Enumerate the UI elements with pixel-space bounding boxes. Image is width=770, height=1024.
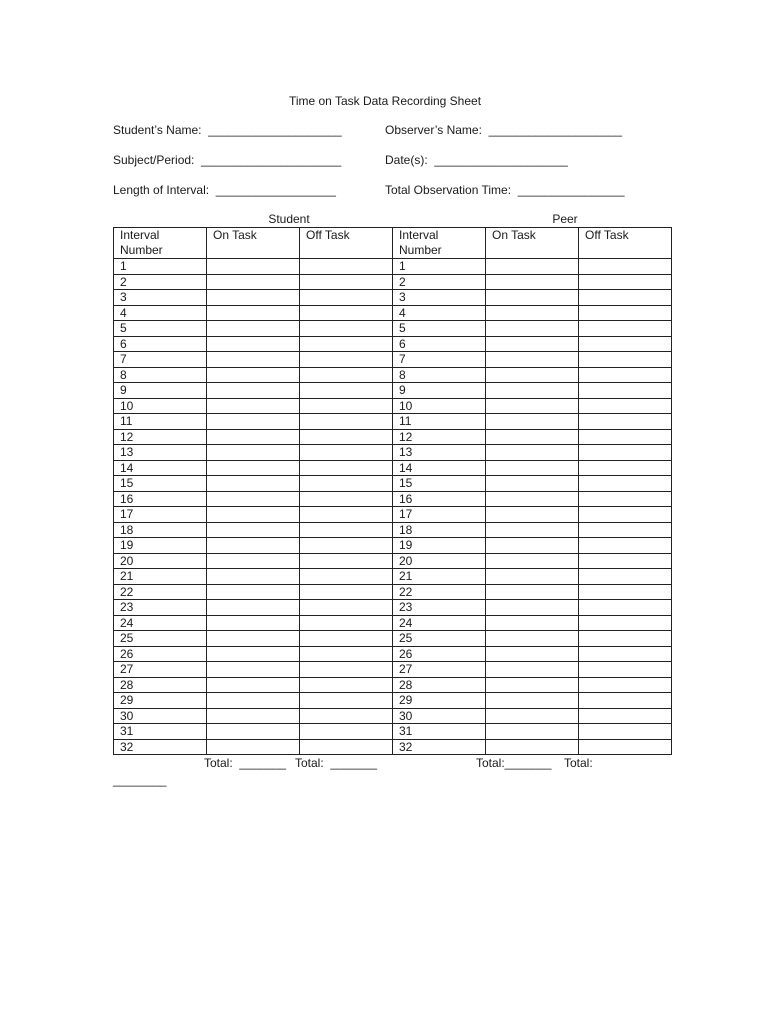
student-on-task-cell[interactable] xyxy=(207,259,300,275)
peer-off-task-cell[interactable] xyxy=(579,305,672,321)
peer-on-task-cell[interactable] xyxy=(486,274,579,290)
student-interval-number: 2 xyxy=(114,274,207,290)
peer-interval-number: 30 xyxy=(393,708,486,724)
peer-off-task-cell[interactable] xyxy=(579,538,672,554)
table-row xyxy=(114,383,672,399)
student-off-task-cell[interactable] xyxy=(300,445,393,461)
student-interval-number: 12 xyxy=(114,429,207,445)
student-on-task-cell[interactable] xyxy=(207,569,300,585)
total-observation-time-field[interactable]: Total Observation Time: ________________ xyxy=(385,183,625,197)
student-off-task-cell[interactable] xyxy=(300,305,393,321)
peer-on-task-cell[interactable] xyxy=(486,321,579,337)
student-interval-number: 29 xyxy=(114,693,207,709)
student-on-task-cell[interactable] xyxy=(207,646,300,662)
table-row xyxy=(114,631,672,647)
peer-off-task-cell[interactable] xyxy=(579,445,672,461)
peer-on-task-cell[interactable] xyxy=(486,631,579,647)
student-off-task-cell[interactable] xyxy=(300,708,393,724)
peer-on-task-cell[interactable] xyxy=(486,662,579,678)
recording-table xyxy=(113,227,672,755)
table-row xyxy=(114,553,672,569)
student-off-task-cell[interactable] xyxy=(300,491,393,507)
student-off-task-cell[interactable] xyxy=(300,569,393,585)
student-on-task-cell[interactable] xyxy=(207,662,300,678)
student-interval-number: 24 xyxy=(114,615,207,631)
peer-interval-number: 3 xyxy=(393,290,486,306)
student-interval-number: 13 xyxy=(114,445,207,461)
header-on-task: On Task xyxy=(207,228,300,259)
peer-off-task-cell[interactable] xyxy=(579,739,672,755)
table-row xyxy=(114,290,672,306)
peer-off-task-cell[interactable] xyxy=(579,724,672,740)
table-row xyxy=(114,724,672,740)
table-row xyxy=(114,677,672,693)
student-off-task-cell[interactable] xyxy=(300,724,393,740)
student-interval-number: 1 xyxy=(114,259,207,275)
peer-on-task-cell[interactable] xyxy=(486,414,579,430)
peer-interval-number: 29 xyxy=(393,693,486,709)
peer-off-task-cell[interactable] xyxy=(579,522,672,538)
peer-on-task-cell[interactable] xyxy=(486,646,579,662)
table-row xyxy=(114,491,672,507)
header-off-task: Off Task xyxy=(579,228,672,259)
student-interval-number: 19 xyxy=(114,538,207,554)
peer-off-task-cell[interactable] xyxy=(579,367,672,383)
table-row xyxy=(114,522,672,538)
subject-period-field[interactable]: Subject/Period: _____________________ xyxy=(113,153,342,167)
peer-on-task-cell[interactable] xyxy=(486,476,579,492)
peer-off-task-cell[interactable] xyxy=(579,336,672,352)
peer-interval-number: 19 xyxy=(393,538,486,554)
peer-interval-number: 16 xyxy=(393,491,486,507)
student-interval-number: 11 xyxy=(114,414,207,430)
student-off-task-cell[interactable] xyxy=(300,538,393,554)
peer-off-task-cell[interactable] xyxy=(579,290,672,306)
peer-on-task-cell[interactable] xyxy=(486,584,579,600)
peer-interval-number: 10 xyxy=(393,398,486,414)
student-on-task-cell[interactable] xyxy=(207,615,300,631)
student-off-task-cell[interactable] xyxy=(300,522,393,538)
header-on-task: On Task xyxy=(486,228,579,259)
table-row xyxy=(114,445,672,461)
table-row xyxy=(114,460,672,476)
peer-interval-number: 14 xyxy=(393,460,486,476)
peer-on-task-cell[interactable] xyxy=(486,507,579,523)
table-row xyxy=(114,336,672,352)
table-row xyxy=(114,646,672,662)
student-on-task-cell[interactable] xyxy=(207,584,300,600)
student-off-task-cell[interactable] xyxy=(300,336,393,352)
peer-interval-number: 13 xyxy=(393,445,486,461)
table-row xyxy=(114,305,672,321)
student-interval-number: 8 xyxy=(114,367,207,383)
peer-off-task-cell[interactable] xyxy=(579,383,672,399)
peer-interval-number: 31 xyxy=(393,724,486,740)
peer-on-task-cell[interactable] xyxy=(486,290,579,306)
peer-off-task-cell[interactable] xyxy=(579,553,672,569)
student-on-task-cell[interactable] xyxy=(207,476,300,492)
peer-on-task-cell[interactable] xyxy=(486,352,579,368)
student-off-task-cell[interactable] xyxy=(300,429,393,445)
student-interval-number: 26 xyxy=(114,646,207,662)
peer-interval-number: 5 xyxy=(393,321,486,337)
student-off-task-cell[interactable] xyxy=(300,615,393,631)
student-interval-number: 28 xyxy=(114,677,207,693)
peer-on-task-cell[interactable] xyxy=(486,600,579,616)
peer-interval-number: 18 xyxy=(393,522,486,538)
table-row xyxy=(114,259,672,275)
student-interval-number: 23 xyxy=(114,600,207,616)
student-interval-number: 27 xyxy=(114,662,207,678)
student-on-task-cell[interactable] xyxy=(207,290,300,306)
student-interval-number: 30 xyxy=(114,708,207,724)
peer-off-task-cell[interactable] xyxy=(579,662,672,678)
student-on-task-cell[interactable] xyxy=(207,507,300,523)
student-on-task-total[interactable]: Total: _______ xyxy=(204,756,287,770)
student-on-task-cell[interactable] xyxy=(207,398,300,414)
peer-on-task-cell[interactable] xyxy=(486,615,579,631)
peer-on-task-cell[interactable] xyxy=(486,445,579,461)
peer-on-task-cell[interactable] xyxy=(486,398,579,414)
student-on-task-cell[interactable] xyxy=(207,336,300,352)
peer-on-task-cell[interactable] xyxy=(486,367,579,383)
student-interval-number: 17 xyxy=(114,507,207,523)
peer-on-task-cell[interactable] xyxy=(486,739,579,755)
student-on-task-cell[interactable] xyxy=(207,305,300,321)
peer-on-task-cell[interactable] xyxy=(486,305,579,321)
peer-off-task-cell[interactable] xyxy=(579,646,672,662)
student-interval-number: 3 xyxy=(114,290,207,306)
student-off-task-cell[interactable] xyxy=(300,584,393,600)
peer-interval-number: 27 xyxy=(393,662,486,678)
table-row xyxy=(114,352,672,368)
peer-interval-number: 24 xyxy=(393,615,486,631)
peer-off-task-cell[interactable] xyxy=(579,429,672,445)
student-off-task-cell[interactable] xyxy=(300,290,393,306)
peer-off-task-cell[interactable] xyxy=(579,491,672,507)
peer-off-task-cell[interactable] xyxy=(579,615,672,631)
student-off-task-cell[interactable] xyxy=(300,367,393,383)
dates-field[interactable]: Date(s): ____________________ xyxy=(385,153,568,167)
table-row xyxy=(114,538,672,554)
student-interval-number: 21 xyxy=(114,569,207,585)
table-row xyxy=(114,321,672,337)
student-interval-number: 9 xyxy=(114,383,207,399)
student-on-task-cell[interactable] xyxy=(207,491,300,507)
table-row xyxy=(114,708,672,724)
peer-off-task-total[interactable]: Total: xyxy=(564,756,593,770)
student-on-task-cell[interactable] xyxy=(207,538,300,554)
peer-interval-number: 4 xyxy=(393,305,486,321)
peer-off-task-cell[interactable] xyxy=(579,631,672,647)
student-on-task-cell[interactable] xyxy=(207,383,300,399)
table-row xyxy=(114,569,672,585)
peer-off-task-cell[interactable] xyxy=(579,600,672,616)
table-row xyxy=(114,693,672,709)
student-interval-number: 31 xyxy=(114,724,207,740)
peer-on-task-cell[interactable] xyxy=(486,383,579,399)
peer-interval-number: 23 xyxy=(393,600,486,616)
peer-interval-number: 12 xyxy=(393,429,486,445)
header-interval-number: Interval Number xyxy=(393,228,486,259)
peer-interval-number: 15 xyxy=(393,476,486,492)
table-row xyxy=(114,507,672,523)
peer-off-task-cell[interactable] xyxy=(579,507,672,523)
peer-off-task-cell[interactable] xyxy=(579,569,672,585)
table-row xyxy=(114,739,672,755)
student-off-task-cell[interactable] xyxy=(300,460,393,476)
student-interval-number: 7 xyxy=(114,352,207,368)
peer-off-task-cell[interactable] xyxy=(579,584,672,600)
table-row xyxy=(114,274,672,290)
student-on-task-cell[interactable] xyxy=(207,739,300,755)
table-row xyxy=(114,476,672,492)
peer-on-task-cell[interactable] xyxy=(486,553,579,569)
student-on-task-cell[interactable] xyxy=(207,274,300,290)
student-on-task-cell[interactable] xyxy=(207,445,300,461)
peer-interval-number: 11 xyxy=(393,414,486,430)
student-interval-number: 14 xyxy=(114,460,207,476)
student-interval-number: 25 xyxy=(114,631,207,647)
student-interval-number: 22 xyxy=(114,584,207,600)
peer-interval-number: 22 xyxy=(393,584,486,600)
student-interval-number: 32 xyxy=(114,739,207,755)
peer-off-task-cell[interactable] xyxy=(579,708,672,724)
peer-off-task-cell[interactable] xyxy=(579,414,672,430)
student-off-task-cell[interactable] xyxy=(300,631,393,647)
peer-interval-number: 28 xyxy=(393,677,486,693)
student-interval-number: 15 xyxy=(114,476,207,492)
student-off-task-cell[interactable] xyxy=(300,414,393,430)
peer-off-task-cell[interactable] xyxy=(579,677,672,693)
student-on-task-cell[interactable] xyxy=(207,429,300,445)
student-interval-number: 4 xyxy=(114,305,207,321)
student-on-task-cell[interactable] xyxy=(207,708,300,724)
student-interval-number: 6 xyxy=(114,336,207,352)
peer-on-task-cell[interactable] xyxy=(486,491,579,507)
peer-on-task-cell[interactable] xyxy=(486,693,579,709)
peer-off-task-cell[interactable] xyxy=(579,476,672,492)
peer-off-task-cell[interactable] xyxy=(579,693,672,709)
student-off-task-total[interactable]: Total: _______ xyxy=(295,756,378,770)
table-row xyxy=(114,584,672,600)
table-row xyxy=(114,367,672,383)
student-off-task-cell[interactable] xyxy=(300,662,393,678)
table-row xyxy=(114,398,672,414)
student-off-task-cell[interactable] xyxy=(300,677,393,693)
peer-interval-number: 17 xyxy=(393,507,486,523)
student-off-task-cell[interactable] xyxy=(300,507,393,523)
peer-interval-number: 21 xyxy=(393,569,486,585)
peer-on-task-total[interactable]: Total:_______ xyxy=(476,756,552,770)
peer-on-task-cell[interactable] xyxy=(486,724,579,740)
peer-on-task-cell[interactable] xyxy=(486,259,579,275)
peer-on-task-cell[interactable] xyxy=(486,522,579,538)
peer-group-label: Peer xyxy=(552,212,578,226)
student-off-task-cell[interactable] xyxy=(300,383,393,399)
student-off-task-cell[interactable] xyxy=(300,352,393,368)
header-off-task: Off Task xyxy=(300,228,393,259)
student-on-task-cell[interactable] xyxy=(207,522,300,538)
peer-on-task-cell[interactable] xyxy=(486,569,579,585)
student-on-task-cell[interactable] xyxy=(207,600,300,616)
table-header-row xyxy=(114,228,672,259)
peer-interval-number: 25 xyxy=(393,631,486,647)
table-row xyxy=(114,429,672,445)
peer-on-task-cell[interactable] xyxy=(486,460,579,476)
peer-interval-number: 32 xyxy=(393,739,486,755)
student-interval-number: 5 xyxy=(114,321,207,337)
interval-length-field[interactable]: Length of Interval: __________________ xyxy=(113,183,336,197)
student-off-task-cell[interactable] xyxy=(300,553,393,569)
peer-interval-number: 7 xyxy=(393,352,486,368)
student-on-task-cell[interactable] xyxy=(207,677,300,693)
student-interval-number: 20 xyxy=(114,553,207,569)
observer-name-field[interactable]: Observer’s Name: ____________________ xyxy=(385,123,623,137)
student-off-task-cell[interactable] xyxy=(300,739,393,755)
student-on-task-cell[interactable] xyxy=(207,693,300,709)
student-on-task-cell[interactable] xyxy=(207,631,300,647)
student-interval-number: 18 xyxy=(114,522,207,538)
student-on-task-cell[interactable] xyxy=(207,352,300,368)
peer-on-task-cell[interactable] xyxy=(486,336,579,352)
peer-off-task-cell[interactable] xyxy=(579,352,672,368)
peer-off-task-cell[interactable] xyxy=(579,460,672,476)
student-group-label: Student xyxy=(268,212,310,226)
peer-on-task-cell[interactable] xyxy=(486,708,579,724)
student-on-task-cell[interactable] xyxy=(207,553,300,569)
student-off-task-cell[interactable] xyxy=(300,476,393,492)
peer-off-task-cell[interactable] xyxy=(579,321,672,337)
peer-interval-number: 6 xyxy=(393,336,486,352)
header-interval-number: Interval Number xyxy=(114,228,207,259)
peer-interval-number: 1 xyxy=(393,259,486,275)
peer-off-task-cell[interactable] xyxy=(579,398,672,414)
table-row xyxy=(114,615,672,631)
student-on-task-cell[interactable] xyxy=(207,321,300,337)
student-off-task-cell[interactable] xyxy=(300,646,393,662)
student-off-task-cell[interactable] xyxy=(300,693,393,709)
student-name-field[interactable]: Student’s Name: ____________________ xyxy=(113,123,342,137)
student-interval-number: 16 xyxy=(114,491,207,507)
peer-interval-number: 9 xyxy=(393,383,486,399)
student-on-task-cell[interactable] xyxy=(207,367,300,383)
peer-interval-number: 20 xyxy=(393,553,486,569)
peer-off-task-total-line: ________ xyxy=(113,773,167,787)
peer-interval-number: 2 xyxy=(393,274,486,290)
peer-on-task-cell[interactable] xyxy=(486,677,579,693)
peer-interval-number: 8 xyxy=(393,367,486,383)
peer-off-task-cell[interactable] xyxy=(579,274,672,290)
table-row xyxy=(114,414,672,430)
peer-on-task-cell[interactable] xyxy=(486,538,579,554)
student-on-task-cell[interactable] xyxy=(207,724,300,740)
student-interval-number: 10 xyxy=(114,398,207,414)
student-off-task-cell[interactable] xyxy=(300,274,393,290)
page-title: Time on Task Data Recording Sheet xyxy=(288,94,482,108)
student-off-task-cell[interactable] xyxy=(300,321,393,337)
student-on-task-cell[interactable] xyxy=(207,414,300,430)
student-off-task-cell[interactable] xyxy=(300,398,393,414)
student-off-task-cell[interactable] xyxy=(300,259,393,275)
student-on-task-cell[interactable] xyxy=(207,460,300,476)
peer-on-task-cell[interactable] xyxy=(486,429,579,445)
table-row xyxy=(114,662,672,678)
table-row xyxy=(114,600,672,616)
peer-off-task-cell[interactable] xyxy=(579,259,672,275)
peer-interval-number: 26 xyxy=(393,646,486,662)
student-off-task-cell[interactable] xyxy=(300,600,393,616)
